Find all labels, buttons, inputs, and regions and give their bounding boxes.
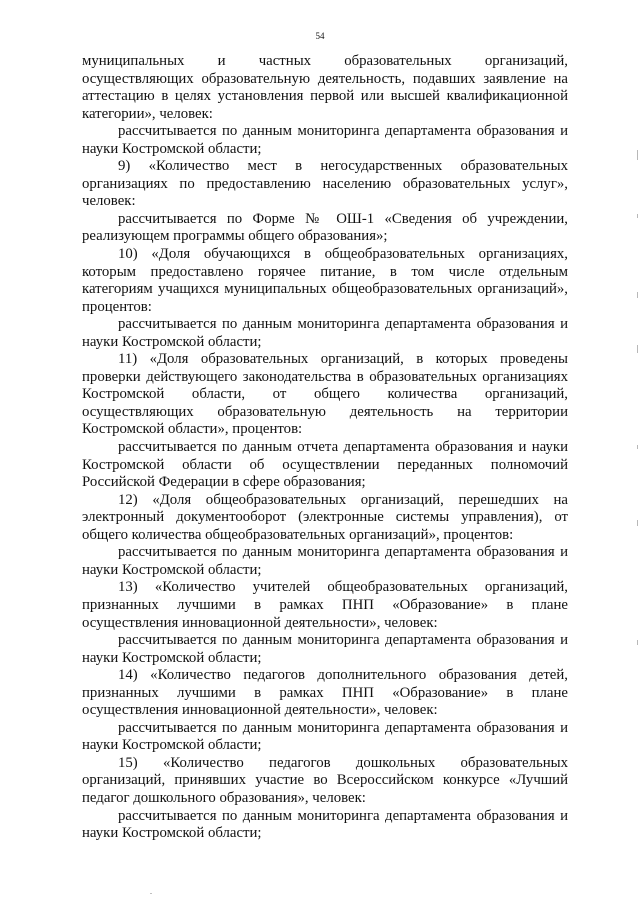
text-line: проверки действующего законодательства в образовательных организациях [82,368,568,385]
text-line: рассчитывается по данным мониторинга департамента образования и [118,544,568,561]
text-line: науки Костромской области; [82,140,262,157]
text-line: рассчитывается по данным мониторинга департамента образования и [118,123,568,140]
page-number: 54 [315,31,325,41]
text-line: 11) «Доля образовательных организаций, в которых проведены [118,351,568,368]
text-line: которым предоставлено горячее питание, в том числе отдельным [82,263,568,280]
scan-artifact [150,893,152,894]
text-line: электронный документооборот (электронные системы управления), от [82,509,568,526]
text-line: процентов: [82,298,152,315]
text-line: науки Костромской области; [82,737,262,754]
text-line: реализующем программы общего образования»; [82,228,388,245]
text-line: осуществляющих образовательную деятельность на территории [82,403,568,420]
text-line: Костромской области об осуществлении переданных полномочий [82,456,568,473]
text-line: 13) «Количество учителей общеобразовательных организаций, [118,579,568,596]
text-line: 15) «Количество педагогов дошкольных образовательных [118,754,568,771]
text-line: Костромской области, от общего количества организаций, [82,386,568,403]
text-line: Костромской области», процентов: [82,421,303,438]
text-line: науки Костромской области; [82,333,262,350]
text-line: признанных лучшими в рамках ПНП «Образование» в плане [82,596,568,613]
scan-margin-marks [636,0,640,905]
text-line: организаций, принявших участие во Всероссийском конкурсе «Лучший [82,772,568,789]
text-line: рассчитывается по Форме № ОШ-1 «Сведения об учреждении, [118,210,568,227]
text-line: педагог дошкольного образования», человек: [82,789,366,806]
text-line: категории», человек: [82,105,213,122]
text-line: организациях по предоставлению населению образовательных услуг», [82,175,568,192]
text-line: науки Костромской области; [82,561,262,578]
text-line: 12) «Доля общеобразовательных организаций, перешедших на [118,491,568,508]
text-line: 9) «Количество мест в негосударственных образовательных [118,158,568,175]
text-line: человек: [82,193,136,210]
text-line: рассчитывается по данным мониторинга департамента образования и [118,719,568,736]
text-line: категориям учащихся муниципальных общеобразовательных организаций», [82,281,568,298]
text-line: общего количества общеобразовательных организаций», процентов: [82,526,514,543]
text-line: осуществляющих образовательную деятельность, подавших заявление на [82,70,568,87]
text-line: рассчитывается по данным мониторинга департамента образования и [118,807,568,824]
text-line: осуществления инновационной деятельности», человек: [82,702,438,719]
text-line: аттестацию в целях установления первой или высшей квалификационной [82,88,568,105]
text-line: рассчитывается по данным мониторинга департамента образования и [118,316,568,333]
document-body [82,53,568,843]
text-line: науки Костромской области; [82,825,262,842]
text-line: осуществления инновационной деятельности», человек: [82,614,438,631]
text-line: 10) «Доля обучающихся в общеобразовательных организациях, [118,246,568,263]
text-line: 14) «Количество педагогов дополнительного образования детей, [118,667,568,684]
text-line: рассчитывается по данным отчета департамента образования и науки [118,439,568,456]
text-line: науки Костромской области; [82,649,262,666]
text-line: признанных лучшими в рамках ПНП «Образование» в плане [82,684,568,701]
text-line: рассчитывается по данным мониторинга департамента образования и [118,632,568,649]
text-line: Российской Федерации в сфере образования; [82,474,366,491]
text-line: муниципальных и частных образовательных организаций, [82,53,568,69]
